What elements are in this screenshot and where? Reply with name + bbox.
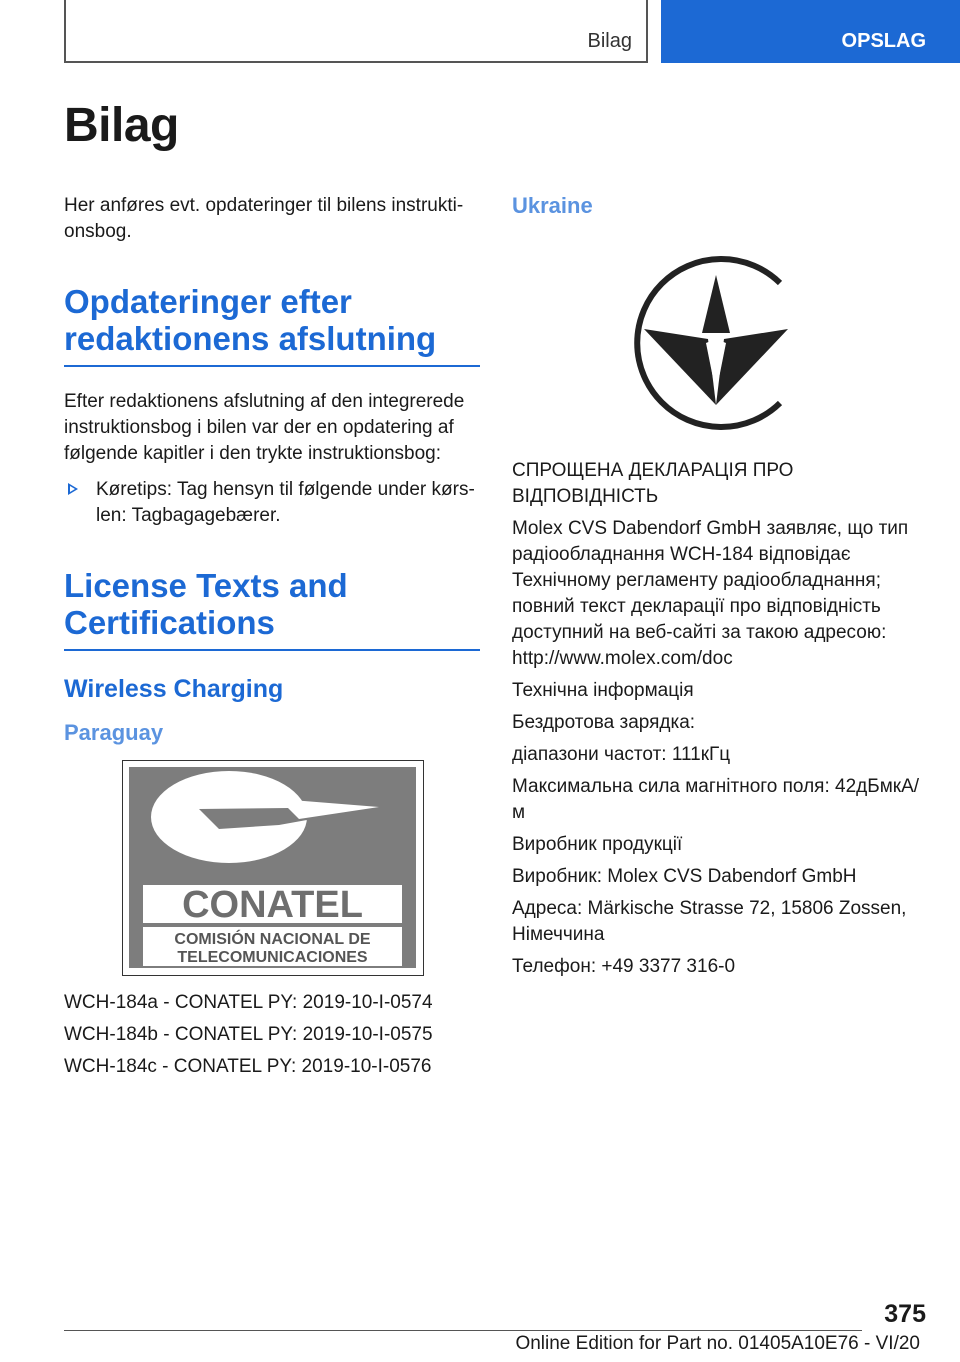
ukraine-paragraph: Максимальна сила магнітного поля: 42дБмкА/м <box>512 776 920 823</box>
conatel-logo <box>122 760 424 976</box>
ukraine-paragraph: Технічна інформація <box>512 680 694 701</box>
ukraine-conformity-mark-icon <box>630 253 812 433</box>
conatel-line-1: COMISIÓN NACIONAL DE <box>174 931 371 948</box>
heading-license: License Texts and Certifications <box>64 567 480 651</box>
conatel-logo-image <box>129 767 416 968</box>
bullet-item <box>64 477 480 529</box>
conatel-line-2: TELECOMUNICACIONES <box>177 949 368 966</box>
conatel-wordmark: CONATEL <box>182 884 363 926</box>
ukraine-mark-wrap <box>512 253 928 438</box>
heading-paraguay: Paraguay <box>64 720 164 745</box>
footer-edition: Online Edition for Part no. 01405A10E76 - VI/20 <box>515 1333 920 1354</box>
ukraine-paragraph: Бездротова зарядка: <box>512 712 696 733</box>
heading-updates: Opdateringer efter redaktionens afslutning <box>64 283 480 367</box>
ukraine-paragraph: СПРОЩЕНА ДЕКЛАРАЦІЯ ПРО ВІДПОВІДНІСТЬ <box>512 460 794 507</box>
conatel-line: WCH-184a - CONATEL PY: 2019-10-I-0574 <box>64 992 433 1013</box>
footer-divider <box>64 1330 862 1331</box>
conatel-line: WCH-184b - CONATEL PY: 2019-10-I-0575 <box>64 1024 433 1045</box>
ukraine-paragraph: Виробник: Molex CVS Dabendorf GmbH <box>512 866 857 887</box>
heading-ukraine: Ukraine <box>512 193 593 218</box>
ukraine-declaration <box>512 458 928 980</box>
triangle-bullet-icon <box>68 483 78 495</box>
conatel-line: WCH-184c - CONATEL PY: 2019-10-I-0576 <box>64 1056 432 1077</box>
ukraine-paragraph: діапазони частот: 111кГц <box>512 744 731 765</box>
opslag-tab[interactable]: OPSLAG <box>661 0 960 63</box>
header-bar <box>64 0 648 63</box>
ukraine-paragraph: Molex CVS Dabendorf GmbH заявляє, що тип радіообладнання WCH-184 відповідає Технічному регламенту радіообладнання; повний текст декларації про відповідність доступний на веб-сайті за такою адресою: http://www.molex.com/doc <box>512 518 909 669</box>
intro-text: Her anføres evt. opdateringer til bilens instrukti‐onsbog. <box>64 195 464 242</box>
heading-wireless-charging: Wireless Charging <box>64 675 284 703</box>
ukraine-paragraph: Виробник продукції <box>512 834 683 855</box>
page-number: 375 <box>884 1300 926 1328</box>
bullet-text: Køretips: Tag hensyn til følgende under kørs‐len: Tagbagagebærer. <box>96 479 475 526</box>
ukraine-paragraph: Телефон: +49 3377 316-0 <box>512 956 736 977</box>
updates-text: Efter redaktionens afslutning af den integrerede instruktionsbog i bilen var der en opdatering af følgende kapitler i den trykte instruktionsbog: <box>64 391 465 464</box>
page-title: Bilag <box>64 99 179 152</box>
ukraine-paragraph: Адреса: Märkische Strasse 72, 15806 Zossen, Німеччина <box>512 898 907 945</box>
left-column <box>64 193 480 1080</box>
section-label: Bilag <box>587 30 632 52</box>
right-column <box>512 193 928 980</box>
